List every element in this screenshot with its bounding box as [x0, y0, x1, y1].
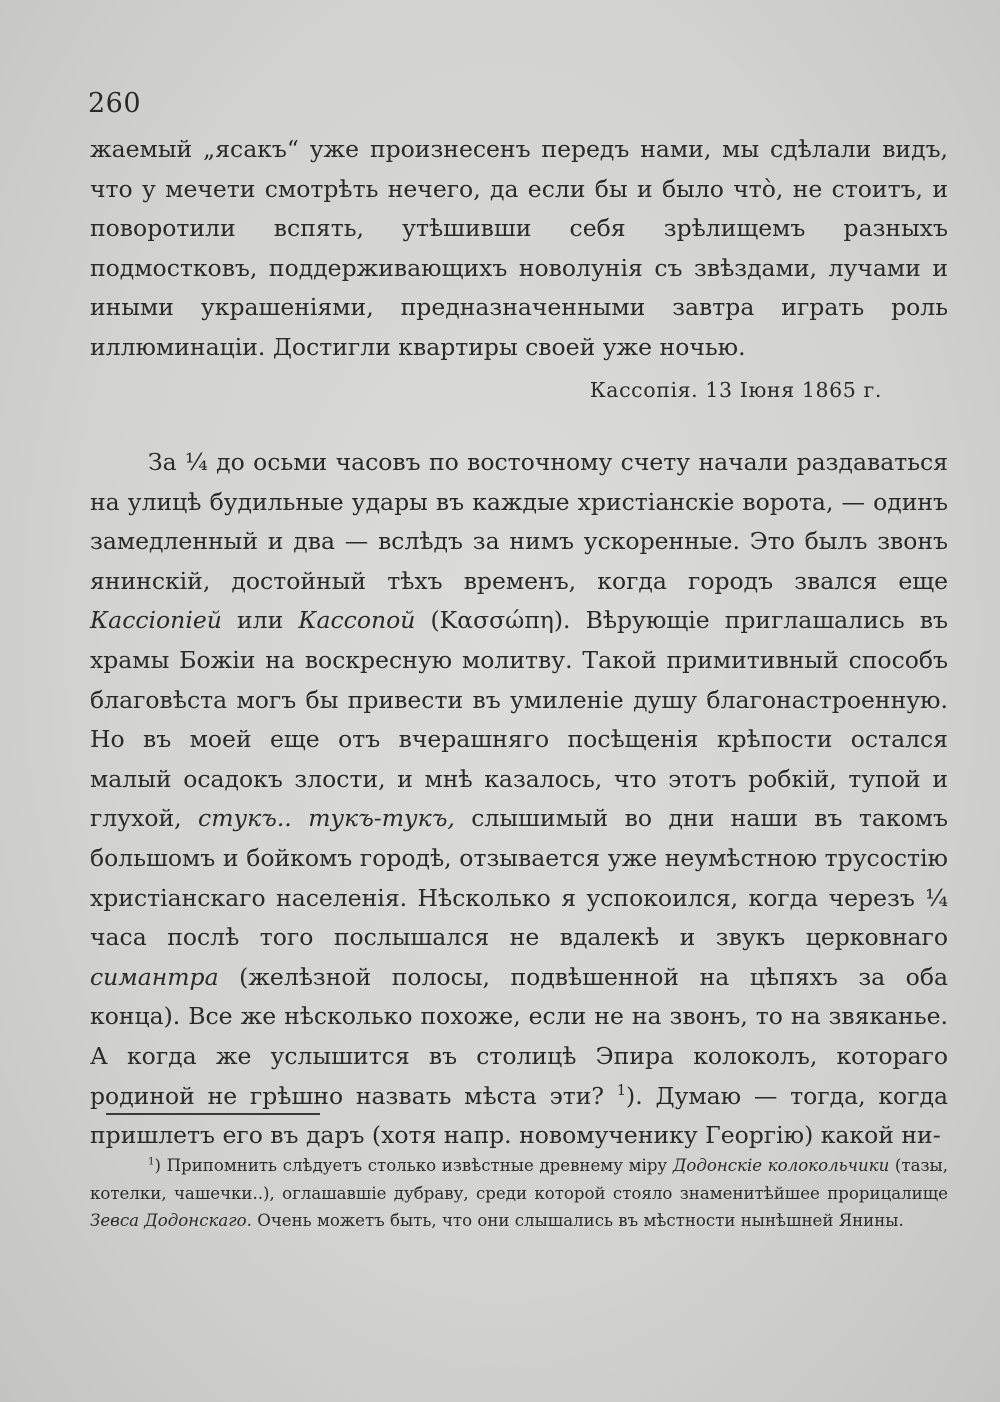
text-run: до осьми часовъ по восточному счету начали раздаваться на улицѣ будильные удары въ каждые христіанскіе ворота, — одинъ замедленный и два — вслѣдъ за нимъ ускоренные. Это былъ звонъ янинскій, достойный тѣхъ временъ, когда городъ звался еще	[90, 448, 948, 595]
italic-term: Зевса Додонскаго.	[90, 1211, 252, 1230]
text-run: часа послѣ того послышался не вдалекѣ и звукъ церковнаго	[90, 923, 948, 952]
page-number: 260	[88, 88, 142, 119]
text-run: слышимый во дни наши въ такомъ большомъ и бойкомъ городѣ, отзывается уже неумѣстною трусостію христіанскаго населенія. Нѣсколько я успокоился, когда черезъ	[90, 804, 948, 912]
dateline: Кассопія. 13 Іюня 1865 г.	[589, 378, 882, 402]
text-run: или	[221, 606, 299, 635]
paragraph-continuation: жаемый „ясакъ“ уже произнесенъ передъ нами, мы сдѣлали видъ, что у мечети смотрѣть нечего, да если бы и было что̀, не стоитъ, и поворотили вспять, утѣшивши себя зрѣлищемъ разныхъ подмостковъ, поддерживающихъ новолунія съ звѣздами, лучами и иными украшеніями, предназначенными завтра играть роль иллюминаціи. Достигли квартиры своей уже ночью.	[90, 135, 948, 361]
italic-term: стукъ.. тукъ-тукъ,	[198, 804, 455, 833]
text-run: ). Думаю — тогда, когда пришлетъ его въ даръ (хотя напр. новомученику Георгію) какой ни-	[90, 1081, 948, 1150]
footnote-reference: 1	[616, 1081, 627, 1099]
text-run: (желѣзной полосы, подвѣшенной на цѣпяхъ за оба конца). Все же нѣсколько похоже, если не на звонъ, то на звяканье. А когда же услышится въ столицѣ Эпира колоколъ, котораго родиной не грѣшно назвать мѣста эти?	[90, 962, 948, 1110]
text-run: ) Припомнить слѣдуетъ столько извѣстные древнему міру	[154, 1156, 673, 1175]
text-run: (Κασσώπη). Вѣрующіе приглашались въ храмы Божіи на воскресную молитву. Такой примитивный способъ благовѣста могъ бы привести въ умиленіе душу благонастроенную. Но въ моей еще отъ вчерашняго посѣщенія крѣпости остался малый осадокъ злости, и мнѣ казалось, что этотъ робкій, тупой и глухой,	[90, 606, 948, 833]
italic-term: симантра	[90, 962, 219, 991]
footnote-mark: 1	[148, 1155, 155, 1168]
italic-term: Кассопой	[298, 606, 416, 635]
fraction: ¼	[925, 883, 948, 912]
italic-term: Додонскіе колокольчики	[672, 1156, 890, 1175]
footnote	[90, 1152, 948, 1235]
text-run: Очень можетъ быть, что они слышались въ мѣстности нынѣшней Янины.	[251, 1211, 904, 1230]
paragraph-main	[90, 443, 948, 1156]
fraction: ¼	[185, 448, 208, 476]
footnote-separator	[106, 1113, 320, 1115]
italic-term: Кассіопіей	[90, 606, 222, 635]
text-run: За	[148, 448, 186, 476]
text-run: (тазы, котелки, чашечки..), оглашавшіе дубраву, среди которой стояло знаменитѣйшее прорицалище	[90, 1156, 949, 1203]
